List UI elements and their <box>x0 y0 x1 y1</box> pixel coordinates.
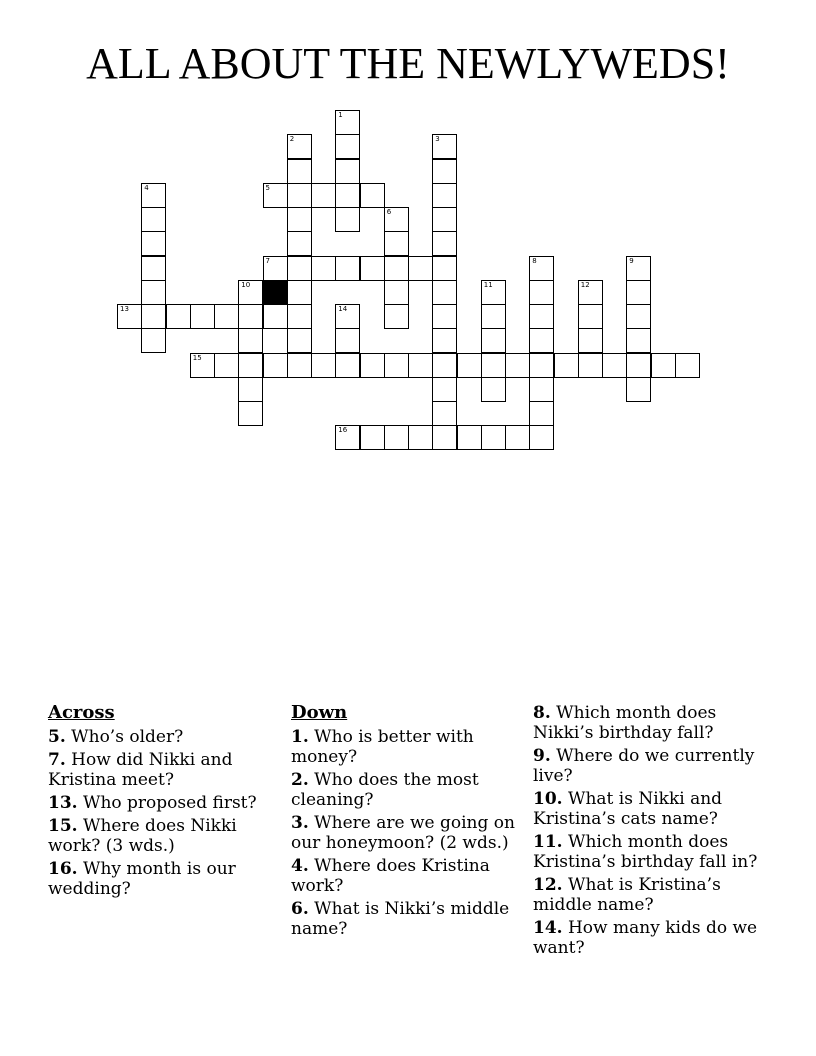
grid-cell[interactable] <box>384 207 409 232</box>
clue-text: What is Kristina’s middle name? <box>533 875 721 915</box>
grid-cell[interactable] <box>287 183 312 208</box>
grid-cell[interactable] <box>287 159 312 184</box>
down-clue <box>291 899 526 939</box>
clue-number: 10. <box>533 789 563 809</box>
clue-text: Where are we going on our honeymoon? (2 wds.) <box>291 813 515 853</box>
clue-text: What is Nikki and Kristina’s cats name? <box>533 789 723 829</box>
clue-text: Who’s older? <box>65 727 184 747</box>
clue-number: 10 <box>241 280 251 289</box>
grid-cell[interactable] <box>214 304 239 329</box>
across-clue <box>48 859 283 899</box>
clue-number: 6 <box>386 208 392 216</box>
clue-number: 3 <box>435 135 440 144</box>
grid-cell[interactable] <box>141 207 166 232</box>
clue-number: 3. <box>291 813 309 833</box>
clue-text: Who is better with money? <box>291 727 474 767</box>
clue-number: 7 <box>265 256 270 265</box>
grid-cell[interactable] <box>335 328 360 353</box>
grid-cell[interactable] <box>432 183 457 208</box>
clue-number: 2 <box>289 135 295 144</box>
grid-cell[interactable] <box>311 183 336 208</box>
down-clue <box>533 746 768 786</box>
across-clue <box>48 816 283 856</box>
clue-number: 12 <box>580 280 590 289</box>
grid-cell[interactable] <box>287 134 312 159</box>
grid-cell[interactable] <box>287 207 312 232</box>
grid-cell[interactable] <box>432 328 457 353</box>
grid-cell[interactable] <box>287 328 312 353</box>
grid-cell[interactable] <box>481 353 506 378</box>
grid-cell[interactable] <box>311 256 336 281</box>
grid-cell[interactable] <box>384 231 409 256</box>
grid-cell[interactable] <box>554 353 579 378</box>
clue-number: 11. <box>533 832 563 852</box>
down-clue <box>533 703 768 743</box>
across-clue <box>48 727 283 747</box>
clue-number: 4. <box>291 856 309 876</box>
clue-number: 13 <box>120 305 129 313</box>
grid-cell[interactable] <box>408 425 433 450</box>
grid-cell[interactable] <box>626 280 651 305</box>
grid-cell[interactable] <box>481 425 506 450</box>
grid-cell[interactable] <box>529 401 554 426</box>
grid-cell[interactable] <box>287 353 312 378</box>
grid-cell[interactable] <box>141 328 166 353</box>
clue-number: 9 <box>629 256 634 265</box>
grid-cell[interactable] <box>602 353 627 378</box>
grid-cell[interactable] <box>529 328 554 353</box>
clue-text: Where does Kristina work? <box>291 856 490 896</box>
clue-number: 5 <box>265 183 270 192</box>
grid-cell[interactable] <box>238 328 263 353</box>
grid-cell[interactable] <box>238 401 263 426</box>
clue-text: Why month is our wedding? <box>48 859 236 899</box>
grid-cell[interactable] <box>287 231 312 256</box>
grid-cell[interactable] <box>263 304 288 329</box>
grid-cell[interactable] <box>384 256 409 281</box>
grid-cell[interactable] <box>529 353 554 378</box>
grid-cell[interactable] <box>408 256 433 281</box>
grid-cell[interactable] <box>432 207 457 232</box>
grid-cell[interactable] <box>311 353 336 378</box>
grid-cell[interactable] <box>384 304 409 329</box>
grid-cell[interactable] <box>335 159 360 184</box>
clue-number: 14 <box>338 305 348 313</box>
across-heading: Across <box>48 702 115 723</box>
down-clue <box>291 727 526 767</box>
down-heading: Down <box>291 702 348 723</box>
down-clues-column-1 <box>291 703 526 942</box>
down-clues-column-2 <box>533 703 768 961</box>
grid-cell[interactable] <box>578 328 603 353</box>
clue-number: 15 <box>192 353 202 362</box>
crossword-grid <box>0 0 816 460</box>
grid-cell[interactable] <box>287 256 312 281</box>
grid-cell[interactable] <box>335 425 360 450</box>
clue-number: 11 <box>483 280 493 289</box>
grid-cell[interactable] <box>529 256 554 281</box>
grid-cell[interactable] <box>190 304 215 329</box>
grid-cell[interactable] <box>432 425 457 450</box>
grid-cell[interactable] <box>578 353 603 378</box>
down-clue <box>291 856 526 896</box>
grid-cell[interactable] <box>238 280 263 305</box>
grid-cell[interactable] <box>626 377 651 402</box>
grid-cell[interactable] <box>263 183 288 208</box>
grid-cell[interactable] <box>529 377 554 402</box>
black-cell <box>263 280 288 305</box>
grid-cell[interactable] <box>141 183 166 208</box>
grid-cell[interactable] <box>626 256 651 281</box>
grid-cell[interactable] <box>432 231 457 256</box>
grid-cell[interactable] <box>360 353 385 378</box>
clue-number: 9. <box>533 746 551 766</box>
grid-cell[interactable] <box>432 280 457 305</box>
down-clue <box>533 918 768 958</box>
grid-cell[interactable] <box>457 425 482 450</box>
grid-cell[interactable] <box>335 207 360 232</box>
grid-cell[interactable] <box>335 134 360 159</box>
grid-cell[interactable] <box>675 353 700 378</box>
grid-cell[interactable] <box>263 353 288 378</box>
clue-number: 12. <box>533 875 563 895</box>
grid-cell[interactable] <box>335 110 360 135</box>
down-clue <box>533 789 768 829</box>
clue-text: How many kids do we want? <box>533 918 758 958</box>
grid-cell[interactable] <box>238 353 263 378</box>
clue-number: 14. <box>533 918 563 938</box>
grid-cell[interactable] <box>360 183 385 208</box>
grid-cell[interactable] <box>335 304 360 329</box>
grid-cell[interactable] <box>166 304 191 329</box>
grid-cell[interactable] <box>529 425 554 450</box>
grid-cell[interactable] <box>481 304 506 329</box>
grid-cell[interactable] <box>141 304 166 329</box>
grid-cell[interactable] <box>117 304 142 329</box>
grid-cell[interactable] <box>578 304 603 329</box>
grid-cell[interactable] <box>432 304 457 329</box>
clue-number: 15. <box>48 816 78 836</box>
grid-cell[interactable] <box>408 353 433 378</box>
grid-cell[interactable] <box>432 134 457 159</box>
clue-number: 16 <box>338 426 348 435</box>
grid-cell[interactable] <box>263 256 288 281</box>
grid-cell[interactable] <box>287 304 312 329</box>
grid-cell[interactable] <box>626 353 651 378</box>
grid-cell[interactable] <box>214 353 239 378</box>
grid-cell[interactable] <box>335 183 360 208</box>
grid-cell[interactable] <box>578 280 603 305</box>
grid-cell[interactable] <box>432 401 457 426</box>
across-clue <box>48 750 283 790</box>
grid-cell[interactable] <box>432 159 457 184</box>
clue-text: Who proposed first? <box>77 793 257 813</box>
clue-text: Where do we currently live? <box>533 746 755 786</box>
grid-cell[interactable] <box>141 231 166 256</box>
grid-cell[interactable] <box>384 353 409 378</box>
grid-cell[interactable] <box>626 328 651 353</box>
clue-number: 13. <box>48 793 78 813</box>
clue-number: 1 <box>338 111 343 119</box>
clue-number: 2. <box>291 770 309 790</box>
grid-cell[interactable] <box>481 328 506 353</box>
grid-cell[interactable] <box>287 280 312 305</box>
down-clue <box>291 813 526 853</box>
clue-text: Which month does Kristina’s birthday fall in? <box>533 832 758 872</box>
grid-cell[interactable] <box>384 425 409 450</box>
grid-cell[interactable] <box>481 280 506 305</box>
clue-text: What is Nikki’s middle name? <box>291 899 510 939</box>
grid-cell[interactable] <box>432 256 457 281</box>
clue-number: 6. <box>291 899 309 919</box>
across-clue <box>48 793 283 813</box>
grid-cell[interactable] <box>457 353 482 378</box>
clue-number: 16. <box>48 859 78 879</box>
clue-text: Who does the most cleaning? <box>291 770 479 810</box>
down-clue <box>533 875 768 915</box>
grid-cell[interactable] <box>190 353 215 378</box>
grid-cell[interactable] <box>141 256 166 281</box>
clue-number: 4 <box>144 183 149 192</box>
grid-cell[interactable] <box>238 377 263 402</box>
clue-text: Which month does Nikki’s birthday fall? <box>533 703 717 743</box>
grid-cell[interactable] <box>141 280 166 305</box>
grid-cell[interactable] <box>384 280 409 305</box>
grid-cell[interactable] <box>481 377 506 402</box>
grid-cell[interactable] <box>651 353 676 378</box>
puzzle-title: ALL ABOUT THE NEWLYWEDS! <box>86 39 730 88</box>
grid-cell[interactable] <box>432 377 457 402</box>
grid-cell[interactable] <box>360 425 385 450</box>
clue-text: Where does Nikki work? (3 wds.) <box>48 816 237 856</box>
grid-cell[interactable] <box>529 280 554 305</box>
clue-text: How did Nikki and Kristina meet? <box>48 750 233 790</box>
clue-number: 8. <box>533 703 551 723</box>
grid-cell[interactable] <box>626 304 651 329</box>
across-clues <box>48 703 283 902</box>
grid-cell[interactable] <box>360 256 385 281</box>
down-clue <box>291 770 526 810</box>
grid-cell[interactable] <box>335 353 360 378</box>
grid-cell[interactable] <box>505 425 530 450</box>
grid-cell[interactable] <box>335 256 360 281</box>
grid-cell[interactable] <box>432 353 457 378</box>
clue-number: 5. <box>48 727 66 747</box>
grid-cell[interactable] <box>505 353 530 378</box>
grid-cell[interactable] <box>238 304 263 329</box>
clue-number: 1. <box>291 727 309 747</box>
down-clue <box>533 832 768 872</box>
grid-cell[interactable] <box>529 304 554 329</box>
clue-number: 7. <box>48 750 66 770</box>
clue-number: 8 <box>532 256 537 265</box>
